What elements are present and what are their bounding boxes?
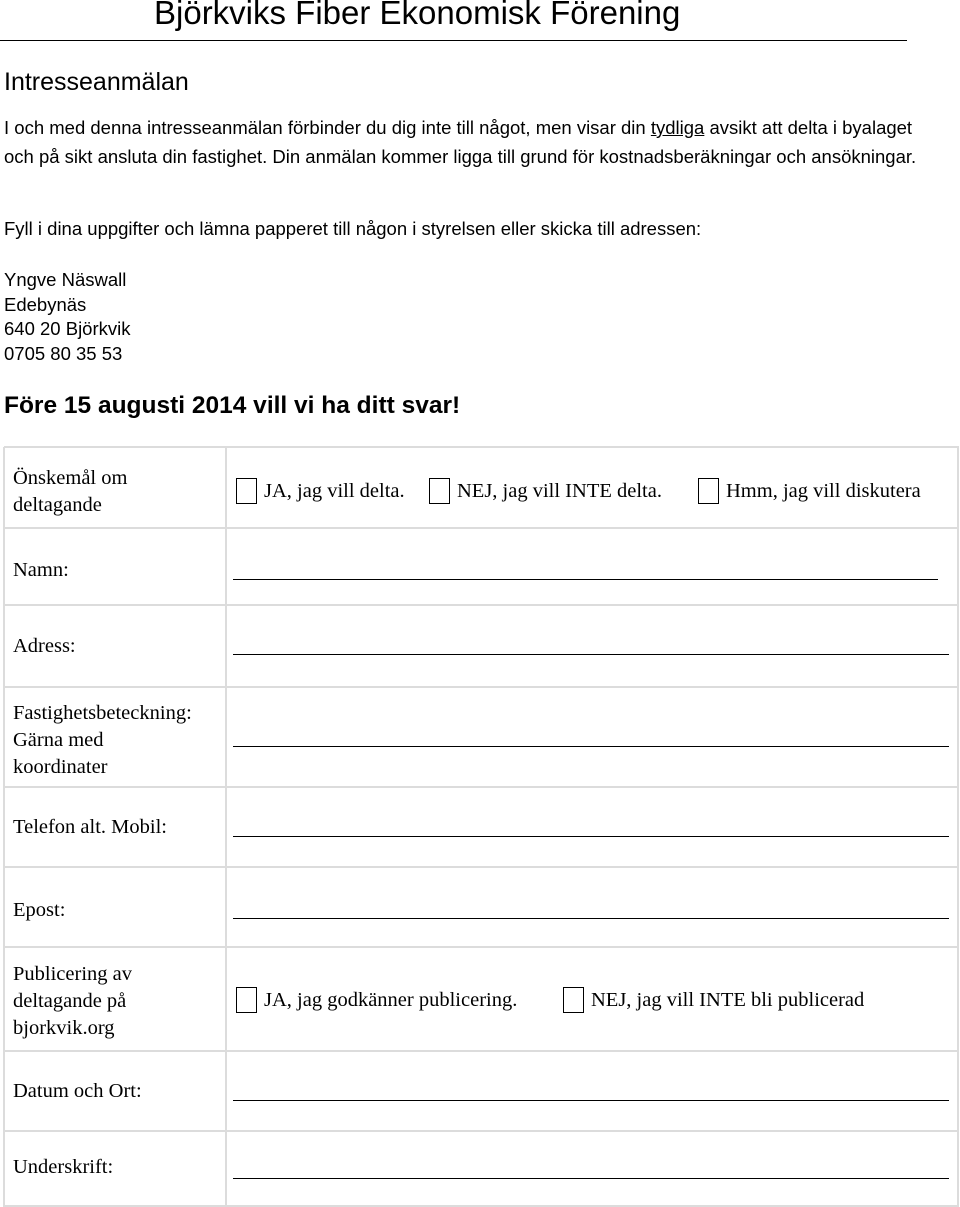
- name-field[interactable]: [233, 579, 938, 580]
- participation-yes-option[interactable]: [236, 478, 405, 504]
- address-phone: 0705 80 35 53: [4, 342, 123, 364]
- name-label: Namn:: [13, 559, 69, 581]
- publication-label: Publicering av deltagande på bjorkvik.org: [13, 963, 132, 1039]
- email-label: Epost:: [13, 899, 66, 921]
- address-postal: 640 20 Björkvik: [4, 318, 131, 339]
- intro-text-start: I och med denna intresseanmälan förbinder du dig inte till något, men visar din: [4, 117, 651, 138]
- table-border: [4, 604, 959, 606]
- checkbox[interactable]: [236, 987, 257, 1013]
- intro-text-end: avsikt att delta i byalaget och på sikt ansluta din fastighet. Din anmälan kommer ligga till grund för kostnadsberäkningar och ansökningar.: [4, 117, 917, 167]
- checkbox[interactable]: [429, 478, 450, 504]
- table-border: [4, 946, 959, 948]
- participation-label: Önskemål om deltagande: [13, 467, 128, 516]
- table-border: [4, 446, 959, 448]
- address-street: Edebynäs: [4, 293, 87, 315]
- organization-title: Björkviks Fiber Ekonomisk Förening: [154, 0, 681, 31]
- publication-no-option[interactable]: [563, 987, 864, 1013]
- participation-discuss-option[interactable]: [698, 478, 921, 504]
- title-divider: [0, 40, 907, 41]
- option-label: Hmm, jag vill diskutera: [726, 479, 921, 502]
- address-label: Adress:: [13, 635, 76, 657]
- option-label: JA, jag godkänner publicering.: [264, 988, 518, 1011]
- intro-paragraph: [4, 113, 934, 171]
- checkbox[interactable]: [698, 478, 719, 504]
- checkbox[interactable]: [236, 478, 257, 504]
- instruction-text: Fyll i dina uppgifter och lämna papperet till någon i styrelsen eller skicka till adressen:: [4, 218, 702, 239]
- table-border: [225, 447, 227, 1207]
- mailing-address: [4, 268, 130, 366]
- form-heading: Intresseanmälan: [4, 68, 189, 96]
- table-border: [957, 447, 959, 1207]
- property-label: Fastighetsbeteckning: Gärna med koordinater: [13, 702, 192, 778]
- address-name: Yngve Näswall: [4, 269, 127, 290]
- date-place-label: Datum och Ort:: [13, 1080, 142, 1102]
- deadline-text: Före 15 augusti 2014 vill vi ha ditt svar!: [4, 392, 461, 419]
- phone-label: Telefon alt. Mobil:: [13, 816, 167, 838]
- email-field[interactable]: [233, 918, 949, 919]
- table-border: [4, 686, 959, 688]
- address-field[interactable]: [233, 654, 949, 655]
- checkbox[interactable]: [563, 987, 584, 1013]
- signature-field[interactable]: [233, 1178, 949, 1179]
- publication-yes-option[interactable]: [236, 987, 517, 1013]
- option-label: JA, jag vill delta.: [264, 479, 405, 502]
- intro-text-emphasis: tydliga: [650, 117, 705, 138]
- table-border: [4, 786, 959, 788]
- table-border: [4, 527, 959, 529]
- property-field[interactable]: [233, 746, 949, 747]
- option-label: NEJ, jag vill INTE bli publicerad: [591, 988, 865, 1011]
- signature-label: Underskrift:: [13, 1156, 114, 1178]
- phone-field[interactable]: [233, 836, 949, 837]
- option-label: NEJ, jag vill INTE delta.: [457, 479, 662, 502]
- participation-no-option[interactable]: [429, 478, 662, 504]
- table-border: [4, 866, 959, 868]
- date-place-field[interactable]: [233, 1100, 949, 1101]
- table-border: [3, 447, 5, 1207]
- table-border: [4, 1050, 959, 1052]
- table-border: [4, 1130, 959, 1132]
